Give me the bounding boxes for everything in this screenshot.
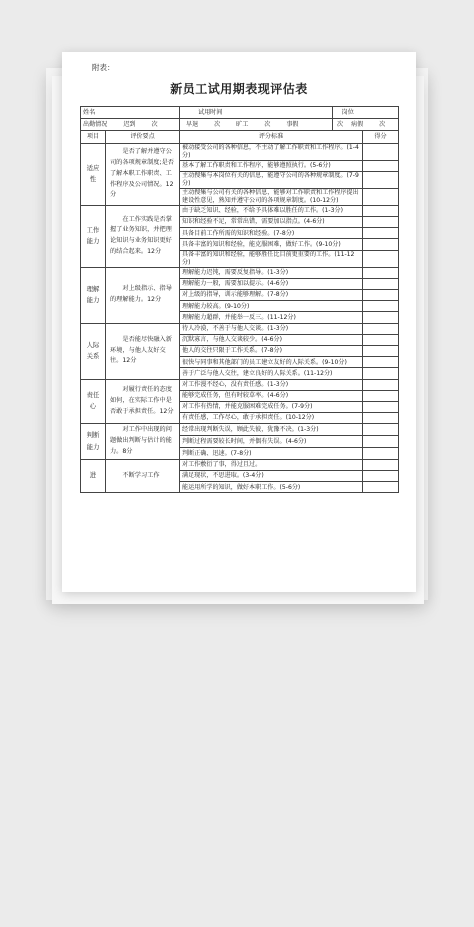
score-cell <box>363 301 399 312</box>
score-cell <box>363 171 399 188</box>
criteria-row <box>81 267 399 278</box>
section-requirement: 对履行责任的态度如何，在实际工作中是否敢于承担责任。12分 <box>106 379 180 424</box>
criteria-text: 具备丰富的知识和经验，能够胜任比目前更重要的工作。(11-12分) <box>180 250 363 267</box>
position-label: 岗位 <box>333 107 363 119</box>
criteria-text: 善于广泛与他人交往，建立良好的人际关系。(11-12分) <box>180 368 363 379</box>
score-cell <box>363 447 399 459</box>
criteria-row <box>81 205 399 216</box>
criteria-row <box>81 459 399 470</box>
criteria-text: 基本了解工作职责和工作程序，能够遵照执行。(5-6分) <box>180 160 363 171</box>
criteria-text: 主动搜集与公司有关的各种信息，能够对工作职责和工作程序提出建设性意见，熟知并遵守公司的各项规章制度。(10-12分) <box>180 188 363 205</box>
score-cell <box>363 482 399 493</box>
criteria-text: 能够完成任务，但有时较草率。(4-6分) <box>180 390 363 401</box>
criteria-text: 具备目前工作所需的知识和经验。(7-8分) <box>180 228 363 239</box>
position-value <box>363 107 399 119</box>
criteria-text: 知识和经验不足，常常出错，需要加以指点。(4-6分) <box>180 217 363 228</box>
score-cell <box>363 334 399 345</box>
attendance-sick: 次 病假 次 <box>333 119 399 131</box>
score-cell <box>363 143 399 160</box>
section-item: 责任心 <box>81 379 106 424</box>
criteria-text: 理解能力超群，并能举一反三。(11-12分) <box>180 312 363 323</box>
score-cell <box>363 160 399 171</box>
score-cell <box>363 390 399 401</box>
criteria-text: 经常出现判断失误，顾此失彼，犹豫不决。(1-3分) <box>180 424 363 436</box>
criteria-text: 对工作敷衍了事，得过且过。 <box>180 459 363 470</box>
criteria-text: 判断过程需要较长时间，并偶有失误。(4-6分) <box>180 436 363 448</box>
name-label: 姓名 <box>81 107 180 119</box>
section-item: 进 <box>81 459 106 493</box>
section-requirement: 对工作中出现的问题做出判断与估计的能力。8分 <box>106 424 180 460</box>
criteria-text: 沉默寡言，与他人交谈较少。(4-6分) <box>180 334 363 345</box>
score-cell <box>363 459 399 470</box>
section-item: 理解能力 <box>81 267 106 323</box>
header-key-points: 评价要点 <box>106 131 180 143</box>
criteria-row <box>81 379 399 390</box>
criteria-text: 理解能力迟钝，需要反复指导。(1-3分) <box>180 267 363 278</box>
personal-leave-label: 事假 <box>286 121 299 129</box>
header-criteria: 评分标准 <box>180 131 363 143</box>
attendance-middle: 早退 次 旷工 次 事假 <box>180 119 333 131</box>
score-cell <box>363 228 399 239</box>
section-item: 工作能力 <box>81 205 106 267</box>
header-item: 项目 <box>81 131 106 143</box>
score-cell <box>363 401 399 412</box>
form-title: 新员工试用期表现评估表 <box>170 82 308 96</box>
score-cell <box>363 323 399 334</box>
score-cell <box>363 290 399 301</box>
evaluation-form-sheet <box>62 52 416 592</box>
score-cell <box>363 278 399 289</box>
info-row <box>81 107 399 119</box>
criteria-text: 理解能力一般，需要加以提示。(4-6分) <box>180 278 363 289</box>
criteria-text: 对上级的指导，训示能够理解。(7-8分) <box>180 290 363 301</box>
trial-time-cell: 试用时间 <box>180 107 333 119</box>
criteria-text: 主动搜集与本岗位有关的信息，能遵守公司的各种规章制度。(7-9分) <box>180 171 363 188</box>
criteria-text: 判断正确、迅速。(7-8分) <box>180 447 363 459</box>
score-cell <box>363 379 399 390</box>
score-cell <box>363 424 399 436</box>
score-cell <box>363 470 399 481</box>
section-item: 适应性 <box>81 143 106 205</box>
score-cell <box>363 239 399 250</box>
section-requirement: 对上级指示、指导的理解能力。12分 <box>106 267 180 323</box>
score-cell <box>363 217 399 228</box>
criteria-row <box>81 143 399 160</box>
criteria-text: 被动接受公司的各种信息，不主动了解工作职责和工作程序。(1-4分) <box>180 143 363 160</box>
score-cell <box>363 345 399 356</box>
evaluation-table <box>80 106 399 493</box>
criteria-text: 满足现状，不思进取。(3-4分) <box>180 470 363 481</box>
criteria-text: 待人冷漠，不善于与他人交谈。(1-3分) <box>180 323 363 334</box>
attendance-label: 出勤情况 迟到 次 <box>81 119 180 131</box>
score-cell <box>363 368 399 379</box>
score-cell <box>363 312 399 323</box>
score-cell <box>363 436 399 448</box>
early-label: 早退 <box>186 121 199 129</box>
column-header-row <box>81 131 399 143</box>
criteria-row <box>81 424 399 436</box>
criteria-text: 对工作有热情，并能克服困难完成任务。(7-9分) <box>180 401 363 412</box>
absent-label: 旷工 <box>236 121 249 129</box>
score-cell <box>363 250 399 267</box>
criteria-text: 他人的交往只限于工作关系。(7-8分) <box>180 345 363 356</box>
criteria-text: 能运用所学的知识，做好本职工作。(5-6分) <box>180 482 363 493</box>
score-cell <box>363 413 399 424</box>
criteria-text: 由于缺乏知识、经验，不给予具体难以胜任的工作。(1-3分) <box>180 205 363 216</box>
criteria-text: 很快与同事和其他部门的员工建立友好的人际关系。(9-10分) <box>180 357 363 368</box>
score-cell <box>363 205 399 216</box>
score-cell <box>363 357 399 368</box>
criteria-text: 对工作漫不经心，没有责任感。(1-3分) <box>180 379 363 390</box>
appendix-label: 附表： <box>92 63 115 72</box>
sick-leave-label: 病假 <box>351 121 364 129</box>
late-label: 迟到 <box>123 121 136 129</box>
attendance-row <box>81 119 399 131</box>
section-requirement: 是否能尽快融入新环境，与他人友好交往。12分 <box>106 323 180 379</box>
section-requirement: 在工作实践是否掌握了业务知识，并把理论知识与业务知识更好的结合起来。12分 <box>106 205 180 267</box>
score-cell <box>363 188 399 205</box>
score-cell <box>363 267 399 278</box>
section-item: 人际关系 <box>81 323 106 379</box>
criteria-row <box>81 323 399 334</box>
criteria-text: 具备丰富的知识和经验，能克服困难，做好工作。(9-10分) <box>180 239 363 250</box>
criteria-text: 有责任感，工作尽心，敢于承担责任。(10-12分) <box>180 413 363 424</box>
criteria-text: 理解能力较高。(9-10分) <box>180 301 363 312</box>
section-requirement: 不断学习工作 <box>106 459 180 493</box>
header-score: 得分 <box>363 131 399 143</box>
section-requirement: 是否了解并遵守公司的各项规章制度;是否了解本职工作职责、工作程序及公司情况。12分 <box>106 143 180 205</box>
section-item: 判断能力 <box>81 424 106 460</box>
